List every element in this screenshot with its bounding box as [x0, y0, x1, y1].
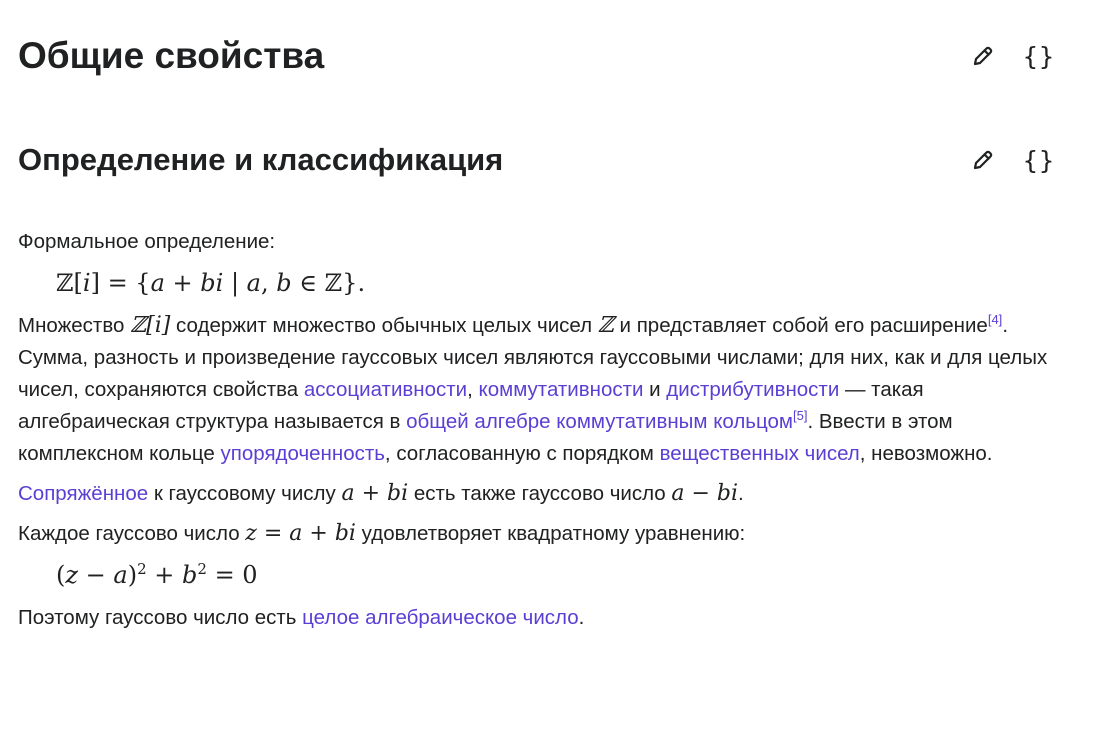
section-title: Общие свойства: [18, 35, 325, 76]
subsection-title: Определение и классификация: [18, 142, 504, 177]
link-commutativity[interactable]: коммутативности: [478, 378, 644, 401]
code-braces-icon[interactable]: {}: [1022, 145, 1055, 175]
reference-link[interactable]: [5]: [793, 408, 808, 424]
formula-quadratic-equation: $(z - a)^2 + b^2 = 0$: [56, 560, 258, 589]
paragraph-quadratic: Каждое гауссово число z = a + bi удовлетворяет квадратному уравнению:: [18, 521, 746, 546]
link-distributivity[interactable]: дистрибутивности: [666, 378, 840, 401]
article-body: [18, 226, 1068, 634]
link-associativity[interactable]: ассоциативности: [303, 378, 468, 401]
section-heading: [18, 30, 1055, 82]
link-algebraic-integer[interactable]: целое алгебраическое число: [302, 606, 579, 629]
subsection-tools: [971, 146, 1055, 175]
math-inline: z = a + bi: [245, 521, 356, 546]
link-conjugate[interactable]: Сопряжённое: [18, 482, 149, 505]
math-inline: a − bi: [671, 481, 739, 506]
paragraph-conjugate: Сопряжённое к гауссовому числу a + bi есть также гауссово число a − bi.: [18, 481, 744, 506]
paragraph-ring-properties: Множество ℤ[i] содержит множество обычных целых чисел ℤ и представляет собой его расширение[4]. Сумма, разность и произведение гауссовых чисел являются гауссовыми числами; для них, как и для целых чисел, сохраняются свойства ассоциативности, коммутативности и дистрибутивности — такая алгебраическая структура называется в общей алгебре коммутативным кольцом[5]. Ввести в этом комплексном кольце упорядоченность, согласованную с порядком вещественных чисел, невозможно.: [18, 312, 1048, 465]
paragraph-algebraic-integer: Поэтому гауссово число есть целое алгебраическое число.: [18, 606, 585, 629]
math-inline: ℤ: [597, 313, 614, 338]
subsection-heading: [18, 136, 1055, 184]
formula-gaussian-set: ℤ[i] = {a + bi | a, b ∈ ℤ}.: [56, 269, 366, 297]
math-inline: a + bi: [341, 481, 409, 506]
math-inline: ℤ[i]: [130, 313, 171, 338]
code-braces-icon[interactable]: {}: [1022, 41, 1055, 71]
paragraph-definition-intro: Формальное определение:: [18, 230, 276, 253]
link-ordering[interactable]: упорядоченность: [220, 442, 385, 465]
pencil-icon[interactable]: [971, 148, 995, 172]
link-commutative-ring[interactable]: общей алгебре коммутативным кольцом: [406, 410, 793, 433]
reference-link[interactable]: [4]: [987, 312, 1003, 328]
section-tools: [971, 42, 1055, 71]
pencil-icon[interactable]: [971, 44, 995, 68]
link-real-numbers[interactable]: вещественных чисел: [659, 442, 860, 465]
